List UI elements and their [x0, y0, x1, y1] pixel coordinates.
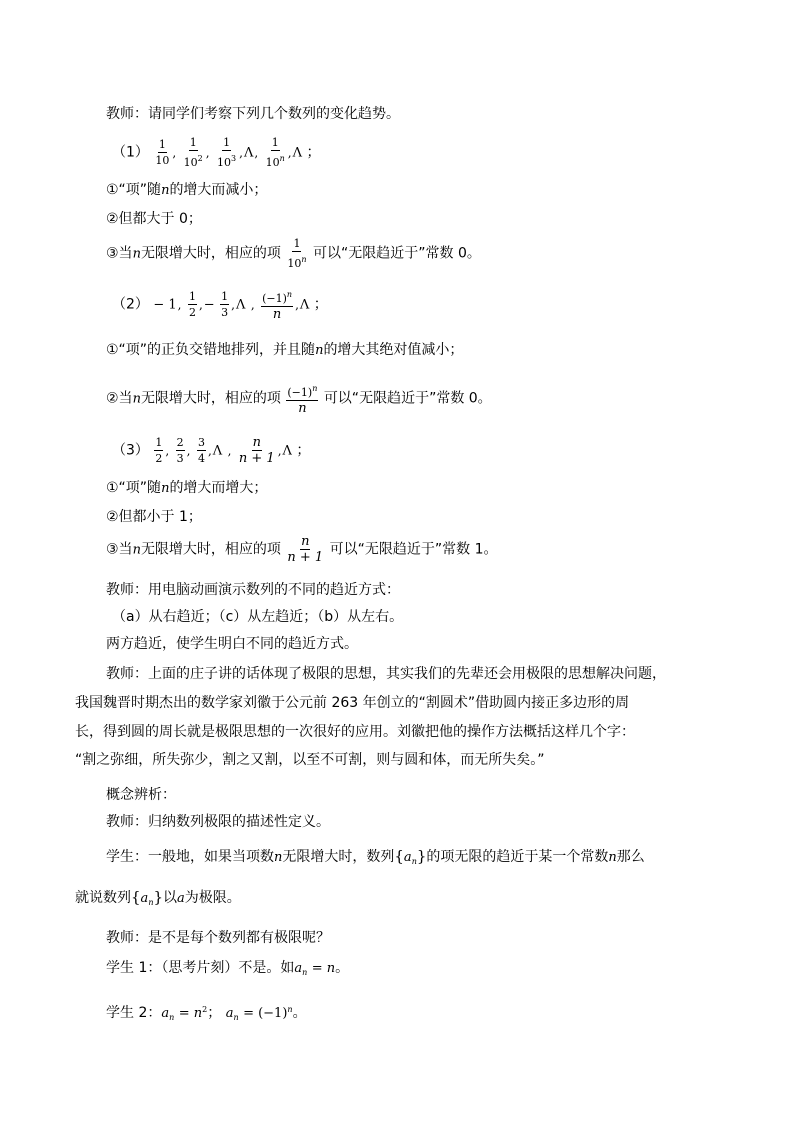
paragraph-line-2: 我国魏晋时期杰出的数学家刘徽于公元前 263 年创立的“割圆术”借助圆内接正多边形的周 — [75, 695, 630, 711]
sequence-1: （1） $\frac{1}{10}$ , $\frac{1}{10^2}$ , $\frac{1}{10^3}$ ,Λ, $\frac{1}{10^n}$ ,Λ ； — [112, 136, 321, 169]
obs-1-1: ①“项”随n的增大而减小； — [106, 182, 268, 198]
frac-1-10cube: $\frac{1}{10^3}$ — [217, 136, 237, 169]
obs-3-1: ①“项”随n的增大而增大； — [106, 480, 268, 496]
obs-3-2: ②但都小于 1； — [106, 509, 202, 525]
frac-1-10: $\frac{1}{10}$ — [155, 138, 170, 167]
student-definition-1: 学生：一般地，如果当项数n无限增大时，数列$\{a_n\}$的项无限的趋近于某一个常数n那么 — [106, 847, 645, 866]
obs-2-2: ②当n无限增大时，相应的项 $\frac{(-1)^n}{n}$ 可以“无限趋近于”常数 0。 — [106, 384, 492, 416]
obs-2-1: ①“项”的正负交错地排列，并且随n的增大其绝对值减小； — [106, 342, 464, 358]
student-definition-2: 就说数列$\{a_n\}$以a为极限。 — [75, 888, 241, 907]
paragraph-line-3: 长，得到圆的周长就是极限思想的一次很好的应用。刘徽把他的操作方法概括这样几个字： — [75, 724, 635, 740]
paragraph-line-4: “割之弥细，所失弥少，割之又割，以至不可割，则与圆和体，而无所失矣。” — [75, 752, 545, 768]
student-1-answer: 学生 1：（思考片刻）不是。如$a_n = n$。 — [106, 960, 350, 977]
approach-options: （a）从右趋近；（c）从左趋近；（b）从左右。 — [112, 609, 404, 625]
teacher-animation: 教师：用电脑动画演示数列的不同的趋近方式： — [106, 582, 400, 598]
paragraph-line-1: 教师：上面的庄子讲的话体现了极限的思想，其实我们的先辈还会用极限的思想解决问题， — [106, 666, 666, 682]
sequence-2: （2） − 1, $\frac{1}{2}$ ,− $\frac{1}{3}$ ,Λ , $\frac{(-1)^n}{n}$ ,Λ ； — [112, 290, 328, 322]
sequence-3: （3） $\frac{1}{2}$ , $\frac{2}{3}$ , $\frac{3}{4}$ ,Λ , $\frac{n}{n + 1}$ ,Λ ； — [112, 435, 311, 466]
teacher-define: 教师：归纳数列极限的描述性定义。 — [106, 814, 330, 830]
text: 教师：请同学们考察下列几个数列的变化趋势。 — [106, 106, 400, 122]
concept-heading: 概念辨析： — [106, 787, 176, 803]
teacher-prompt — [106, 104, 400, 124]
frac-1-10sq: $\frac{1}{10^2}$ — [183, 136, 203, 169]
frac-1-10n: $\frac{1}{10^n}$ — [265, 136, 285, 169]
frac-1-10n-b: $\frac{1}{10^n}$ — [287, 237, 307, 270]
obs-1-2: ②但都大于 0； — [106, 211, 202, 227]
obs-3-3: ③当n无限增大时，相应的项 $\frac{n}{n + 1}$ 可以“无限趋近于”常数 1。 — [106, 534, 498, 565]
approach-summary: 两方趋近，使学生明白不同的趋近方式。 — [106, 636, 358, 652]
label: （1） — [112, 144, 149, 161]
student-2-answer: 学生 2：$a_n = n^2$； $a_n = (-1)^n$。 — [106, 1005, 307, 1022]
obs-1-3: ③当n无限增大时，相应的项 $\frac{1}{10^n}$ 可以“无限趋近于”常数 0。 — [106, 237, 481, 270]
teacher-question: 教师：是不是每个数列都有极限呢？ — [106, 930, 330, 946]
